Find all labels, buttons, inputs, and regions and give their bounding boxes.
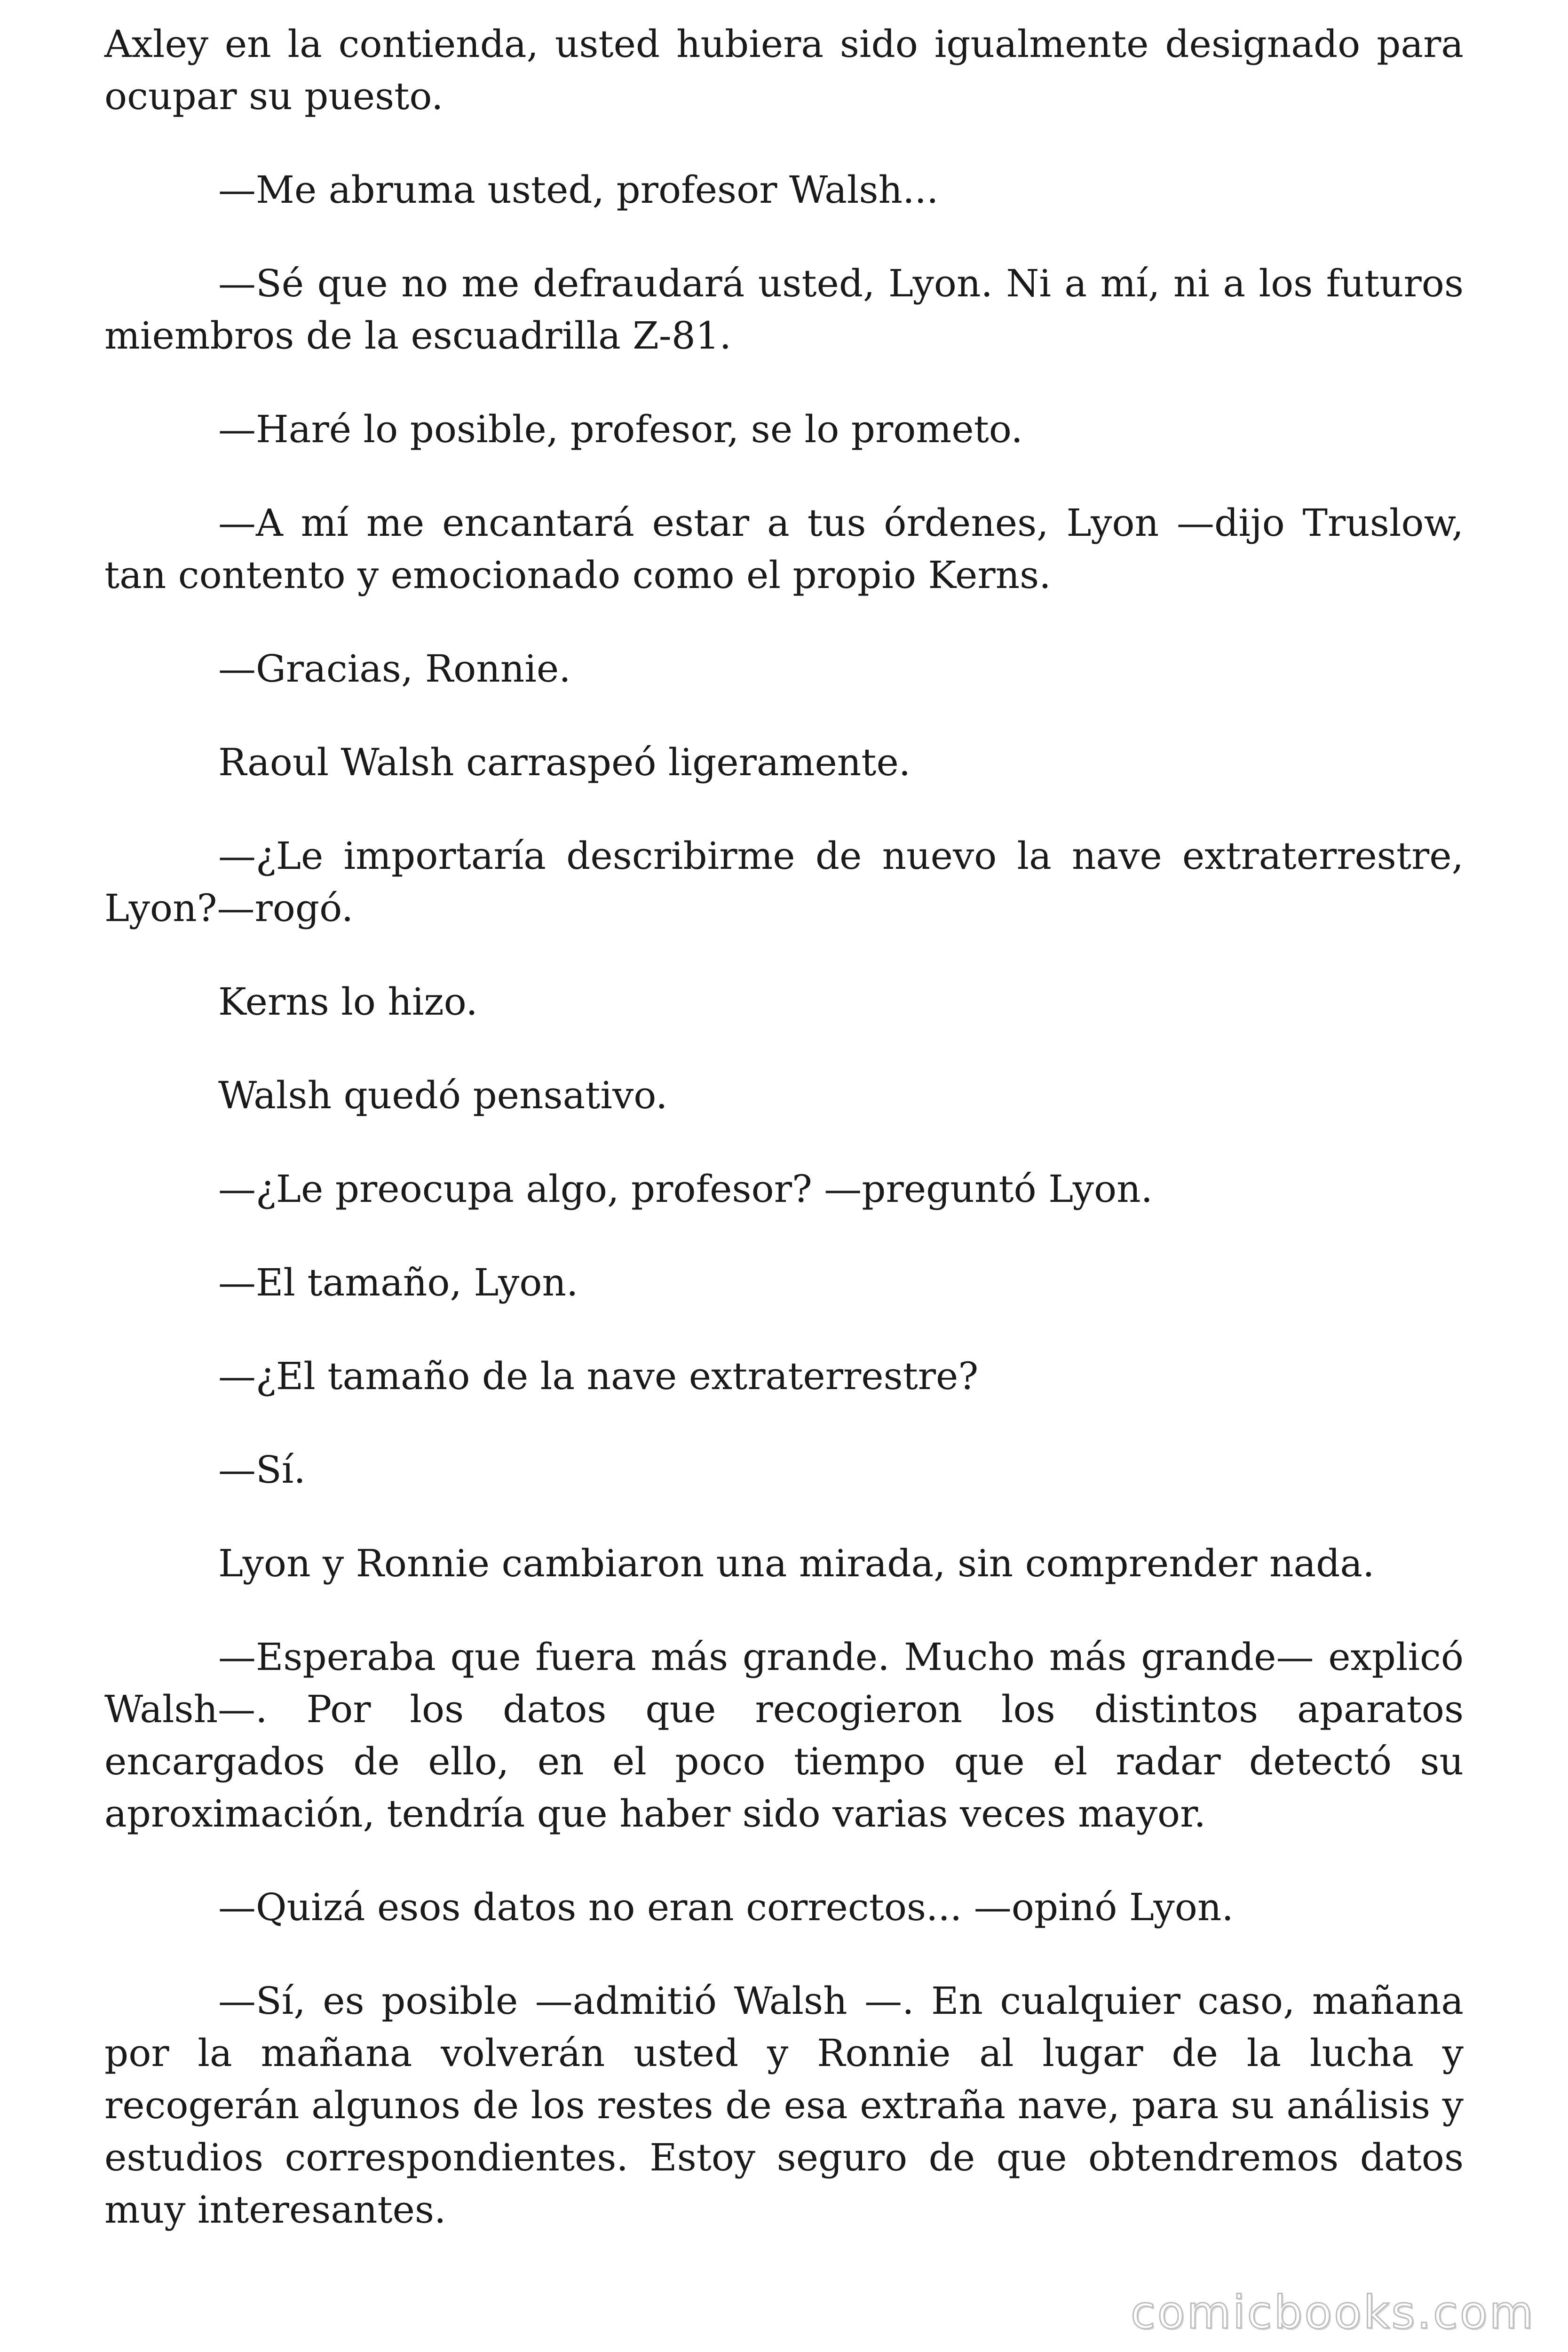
paragraph: —Esperaba que fuera más grande. Mucho más grande— explicó Walsh—. Por los datos que recogieron los distintos aparatos encargados de ello, en el poco tiempo que el radar detectó su aproximación, tendría que haber sido varias veces mayor. [104, 1635, 1464, 1836]
watermark-logo: comicbooks.com [1130, 2286, 1535, 2339]
paragraph: —¿Le preocupa algo, profesor? —preguntó Lyon. [218, 1167, 1153, 1211]
paragraph: —Sí, es posible —admitió Walsh —. En cualquier caso, mañana por la mañana volverán usted y Ronnie al lugar de la lucha y recogerán algunos de los restes de esa extraña nave, para su análisis y estudios correspondientes. Estoy seguro de que obtendremos datos muy interesantes. [104, 1979, 1464, 2232]
paragraph: —Sí. [218, 1448, 306, 1492]
paragraph: —Haré lo posible, profesor, se lo prometo. [218, 407, 1023, 451]
paragraph: —Sé que no me defraudará usted, Lyon. Ni a mí, ni a los futuros miembros de la escuadrilla Z-81. [104, 262, 1464, 358]
paragraph: —¿Le importaría describirme de nuevo la nave extraterrestre, Lyon?—rogó. [104, 834, 1464, 930]
paragraph: —Quizá esos datos no eran correctos... —opinó Lyon. [218, 1885, 1234, 1929]
paragraph: —El tamaño, Lyon. [218, 1261, 578, 1304]
paragraph: Walsh quedó pensativo. [218, 1073, 668, 1117]
paragraph: Raoul Walsh carraspeó ligeramente. [218, 740, 911, 784]
paragraph: —Gracias, Ronnie. [218, 647, 571, 691]
paragraph: Kerns lo hizo. [218, 980, 478, 1024]
paragraph: Lyon y Ronnie cambiaron una mirada, sin comprender nada. [218, 1542, 1375, 1585]
paragraph: —Me abruma usted, profesor Walsh... [218, 168, 939, 212]
paragraph: —A mí me encantará estar a tus órdenes, Lyon —dijo Truslow, tan contento y emocionado como el propio Kerns. [104, 501, 1464, 597]
paragraph: —¿El tamaño de la nave extraterrestre? [218, 1354, 979, 1398]
document-page [104, 18, 1464, 2236]
paragraph: Axley en la contienda, usted hubiera sido igualmente designado para ocupar su puesto. [104, 22, 1464, 118]
